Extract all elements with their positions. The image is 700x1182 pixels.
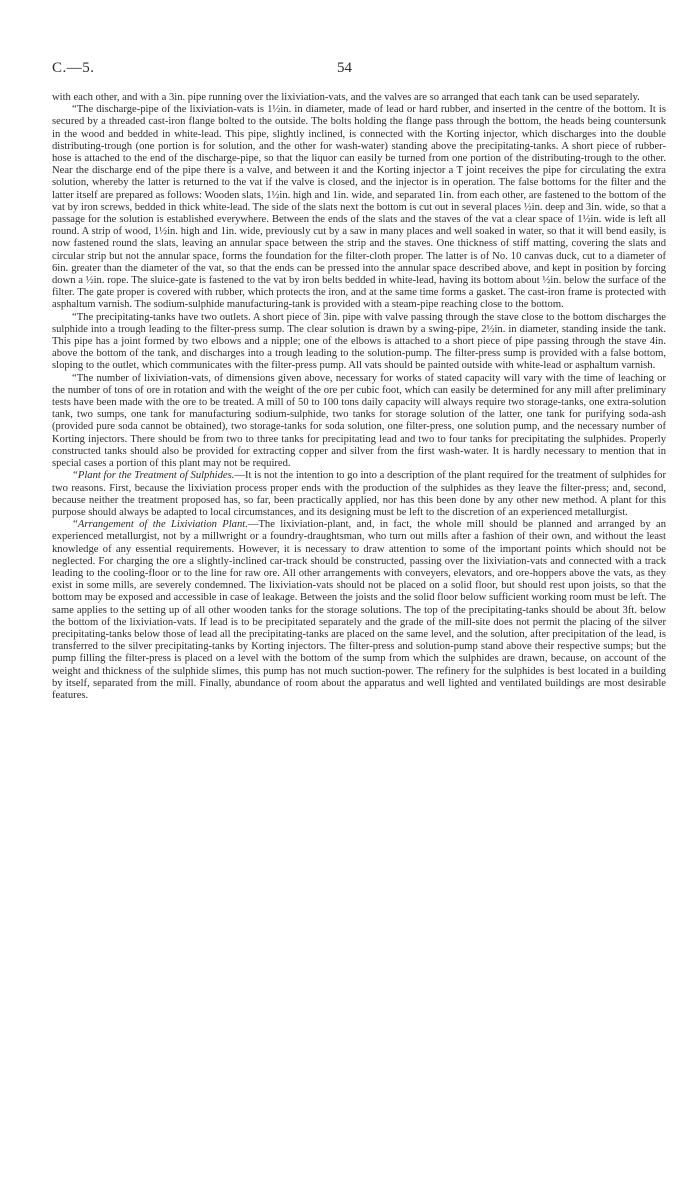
- paragraph-text: —It is not the intention to go into a description of the plant required for the treatment of sulphides for two reasons. First, because the lixiviation process proper ends with the production of the sulphides as they leave the filter-press; and, second, because neither the treatment proposed has, so far, been practically applied, nor has this been done by any other new method. A plant for this purpose should always be adapted to local circumstances, and its designing must be left to the discretion of an experienced metallurgist.: [52, 470, 667, 518]
- paragraph-text: —The lixiviation-plant, and, in fact, the whole mill should be planned and arranged by an experienced metallurgist, not by a millwright or a foundry-draughtsman, who turn out mills after a fashion of their own, and without the least knowledge of any essential requirements. However, it is necessary to draw attention to some of the important points which should not be neglected. For charging the ore a slightly-inclined car-track should be constructed, passing over the lixiviation-vats and connected with a track leading to the cooling-floor or to the line for raw ore. All other arrangements with conveyers, elevators, and ore-hoppers above the vats, as they exist in some mills, are severely condemned. The lixiviation-vats should not be placed on a solid floor, but should rest upon joists, so that the bottom may be exposed and accessible in case of leakage. Between the joists and the solid floor below sufficient working room must be left. The same applies to the setting up of all other wooden tanks for the storage solutions. The top of the precipitating-tanks should be about 3ft. below the bottom of the lixiviation-vats. If lead is to be precipitated separately and the grade of the mill-site does not permit the placing of the silver precipitating-tanks below those of lead all the precipitating-tanks are placed on the same level, and the solution, after precipitation of the lead, is transferred to the silver precipitating-tanks by Korting injectors. The filter-press and solution-pump stand above their respective sumps; but the pump filling the filter-press is placed on a level with the bottom of the sump from which the sulphides are drawn, because, on account of the weight and thickness of the sulphide slimes, this pump has not much suction-power. The refinery for the sulphides is best located in a building by itself, separated from the mill. Finally, abundance of room about the apparatus and well lighted and ventilated buildings are most desirable features.: [52, 519, 666, 701]
- paragraph-2: [52, 104, 666, 311]
- paragraph-5: [52, 470, 666, 519]
- paragraph-text: “The number of lixiviation-vats, of dimensions given above, necessary for works of stated capacity will vary with the time of leaching or the number of tons of ore in rotation and with the weight of the ore per cubic foot, which can easily be determined for any mill after preliminary tests have been made with the ore to be treated. A mill of 50 to 100 tons daily capacity will always require two storage-tanks, one extra-solution tank, two sumps, one tank for manufacturing sodium-sulphide, two tanks for storage solution of the latter, one tank for purifying soda-ash (provided pure soda cannot be obtained), two storage-tanks for soda solution, one filter-press, one solution pump, and the necessary number of Korting injectors. There should be from two to three tanks for precipitating lead and two to four tanks for precipitating the sulphides. Properly constructed tanks should also be provided for extracting copper and silver from the first wash-water. It is hardly necessary to mention that in special cases a portion of this plant may not be required.: [52, 372, 666, 470]
- page-header: [52, 60, 666, 84]
- paragraph-1: [52, 92, 666, 104]
- paragraph-lead: “Arrangement of the Lixiviation Plant.: [72, 519, 248, 531]
- paragraph-lead: “Plant for the Treatment of Sulphides.: [72, 470, 235, 482]
- paragraph-4: [52, 373, 666, 471]
- paragraph-6: [52, 519, 666, 702]
- body-text: [52, 92, 666, 702]
- paragraph-text: “The precipitating-tanks have two outlets. A short piece of 3in. pipe with valve passing through the stave close to the bottom discharges the sulphide into a trough leading to the filter-press sump. The clear solution is drawn by a swing-pipe, 2½in. in diameter, standing inside the tank. This pipe has a joint formed by two elbows and a nipple; one of the elbows is attached to a short piece of pipe passing through the stave 4in. above the bottom of the tank, and discharges into a trough leading to the solution-pump. The filter-press sump is provided with a false bottom, sloping to the outlet, which communicates with the filter-press pump. All vats should be painted outside with white-lead or asphaltum varnish.: [52, 311, 666, 372]
- paragraph-3: [52, 312, 666, 373]
- series-number: C.—5.: [52, 60, 95, 76]
- page-number: 54: [337, 60, 352, 76]
- paragraph-text: with each other, and with a 3in. pipe running over the lixiviation-vats, and the valves are so arranged that each tank can be used separately.: [52, 92, 640, 103]
- paragraph-text: “The discharge-pipe of the lixiviation-vats is 1½in. in diameter, made of lead or hard rubber, and inserted in the centre of the bottom. It is secured by a threaded cast-iron flange bolted to the outside. The bolts holding the flange pass through the bottom, the heads being countersunk in the wood and bedded in white-lead. This pipe, slightly inclined, is connected with the Korting injector, which discharges into the double distributing-trough (one portion is for solution, and the other for wash-water) standing above the precipitating-tanks. A short piece of rubber-hose is attached to the end of the discharge-pipe, so that the liquor can easily be turned from one portion of the distributing-trough to the other. Near the discharge end of the pipe there is a valve, and between it and the Korting injector a T joint receives the pipe for circulating the extra solution, whereby the latter is returned to the vat if the valve is closed, and the injector is in operation. The false bottoms for the filter and the latter itself are prepared as follows: Wooden slats, 1½in. high and 1in. wide, and separated 1in. from each other, are fastened to the bottom of the vat by iron screws, bedded in thick white-lead. The side of the slats next the bottom is cut out in several places ½in. deep and 3in. wide, so that a passage for the solution is established everywhere. Between the ends of the slats and the staves of the vat a clear space of 1½in. wide is left all round. A strip of wood, 1½in. high and 1in. wide, previously cut by a saw in many places and well soaked in water, so that it will bend easily, is now fastened round the slats, leaving an annular space between the strip and the staves. One thickness of stiff matting, covering the slats and circular strip but not the annular space, forms the foundation for the filter-cloth proper. The latter is of No. 10 canvas duck, cut to a diameter of 6in. greater than the diameter of the vat, so that the ends can be pressed into the annular space described above, and kept in position by forcing down a ½in. rope. The sluice-gate is fastened to the vat by iron belts bedded in white-lead, having its bottom about ½in. below the surface of the filter. The gate proper is covered with rubber, which protects the iron, and at the same time forms a gasket. The cast-iron frame is protected with asphaltum varnish. The sodium-sulphide manufacturing-tank is provided with a steam-pipe reaching close to the bottom.: [52, 104, 666, 311]
